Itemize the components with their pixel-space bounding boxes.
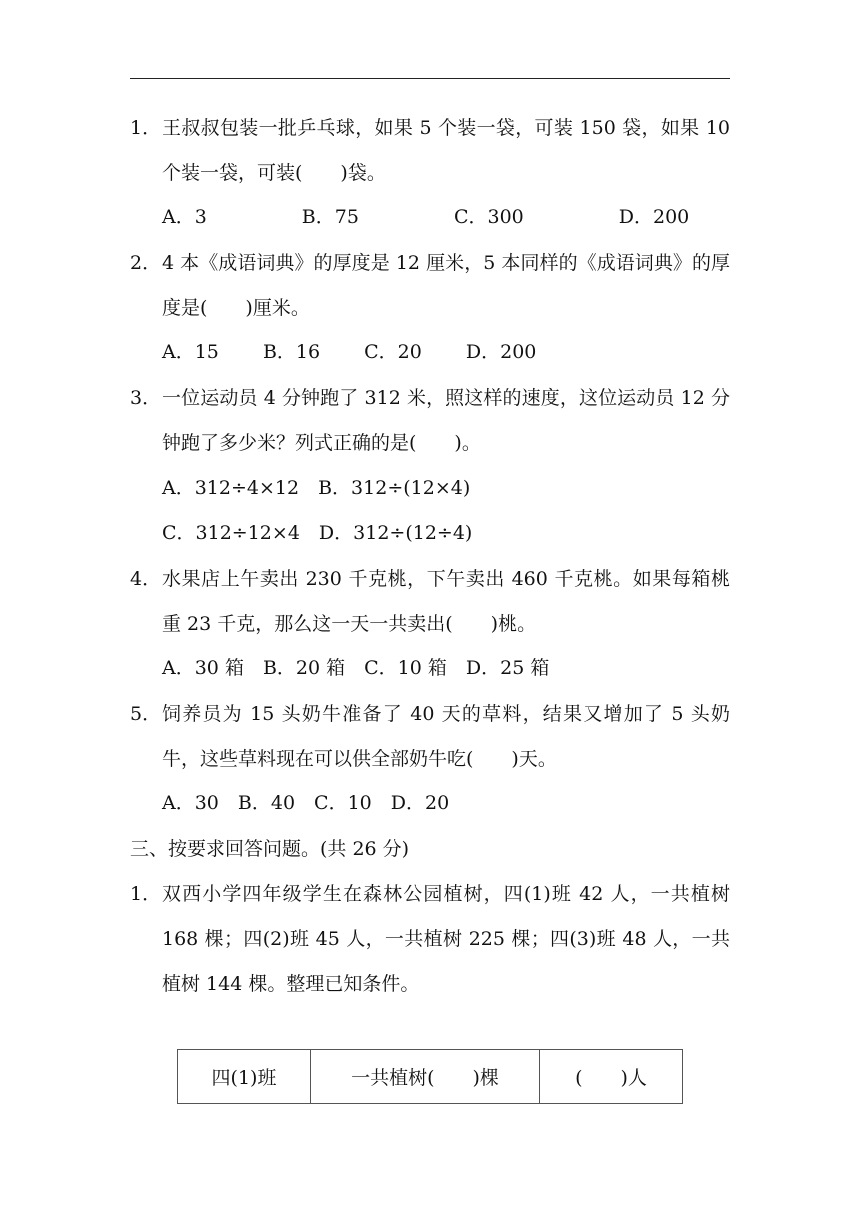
question-4 bbox=[130, 557, 730, 647]
question-3-options-ab: A．312÷4×12 B．312÷(12×4) bbox=[162, 477, 471, 499]
table-row bbox=[178, 1050, 683, 1104]
question-number: 1． bbox=[130, 117, 162, 139]
question-text: 王叔叔包装一批乒乓球，如果 5 个装一袋，可装 150 袋，如果 10 个装一袋，可装( )袋。 bbox=[162, 117, 730, 184]
question-number: 2． bbox=[130, 252, 162, 274]
question-text: 一位运动员 4 分钟跑了 312 米，照这样的速度，这位运动员 12 分钟跑了多少米？列式正确的是( )。 bbox=[162, 387, 730, 454]
table-cell-people: ( )人 bbox=[540, 1050, 683, 1104]
table-cell-class: 四(1)班 bbox=[178, 1050, 311, 1104]
question-1-options: A．3 B．75 C．300 D．200 bbox=[162, 206, 690, 228]
header-rule bbox=[130, 78, 730, 79]
question-number: 4． bbox=[130, 568, 162, 590]
table-cell-trees: 一共植树( )棵 bbox=[311, 1050, 540, 1104]
question-2 bbox=[130, 241, 730, 331]
section-heading: 三、按要求回答问题。(共 26 分) bbox=[130, 838, 410, 860]
question-text: 4 本《成语词典》的厚度是 12 厘米，5 本同样的《成语词典》的厚度是( )厘米。 bbox=[162, 252, 730, 319]
question-text: 饲养员为 15 头奶牛准备了 40 天的草料，结果又增加了 5 头奶牛，这些草料现在可以供全部奶牛吃( )天。 bbox=[162, 703, 730, 770]
conditions-table bbox=[177, 1049, 683, 1104]
question-2-options: A．15 B．16 C．20 D．200 bbox=[162, 341, 537, 363]
question-number: 1． bbox=[130, 883, 162, 905]
question-number: 5． bbox=[130, 703, 162, 725]
question-5-options: A．30 B．40 C．10 D．20 bbox=[162, 792, 450, 814]
question-4-options: A．30 箱 B．20 箱 C．10 箱 D．25 箱 bbox=[162, 657, 550, 679]
question-3 bbox=[130, 376, 730, 466]
section3-question-1 bbox=[130, 872, 730, 1007]
question-text: 双西小学四年级学生在森林公园植树，四(1)班 42 人，一共植树 168 棵；四(2)班 45 人，一共植树 225 棵；四(3)班 48 人，一共植树 144 棵。整理已知条件。 bbox=[162, 883, 730, 995]
question-number: 3． bbox=[130, 387, 162, 409]
question-text: 水果店上午卖出 230 千克桃，下午卖出 460 千克桃。如果每箱桃重 23 千克，那么这一天一共卖出( )桃。 bbox=[162, 568, 730, 635]
question-3-options-cd: C．312÷12×4 D．312÷(12÷4) bbox=[162, 522, 473, 544]
question-5 bbox=[130, 692, 730, 782]
question-1 bbox=[130, 106, 730, 196]
